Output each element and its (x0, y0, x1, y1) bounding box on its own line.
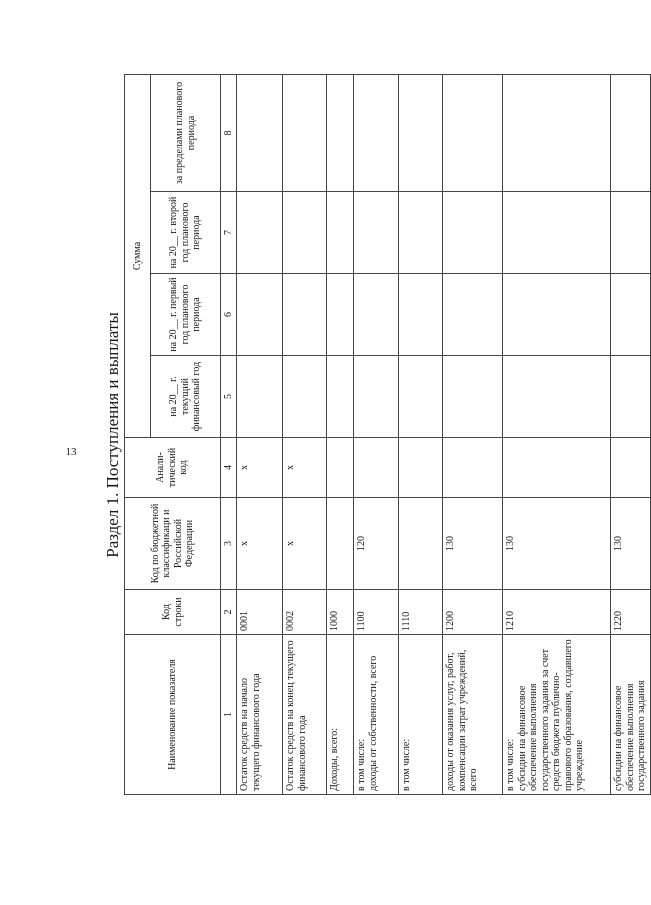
row-budget-code: 130 (611, 498, 651, 590)
amount-cell (399, 356, 443, 438)
table-row (503, 74, 611, 794)
amount-cell (327, 74, 354, 191)
row-indicator-name: Остаток средств на конец текущего финансового года (283, 635, 327, 795)
row-analytical-code: x (283, 438, 327, 498)
amount-cell (283, 192, 327, 274)
row-budget-code: x (283, 498, 327, 590)
row-indicator-name: в том числе: субсидии на финансовое обеспечение выполнения государственного задания за счет средств бюджета публично-правового образования, создавшего учреждение (503, 635, 611, 795)
row-line-code: 1000 (327, 590, 354, 635)
row-budget-code: x (237, 498, 283, 590)
amount-cell (354, 192, 399, 274)
table-row (611, 74, 651, 794)
amount-cell (283, 274, 327, 356)
amount-cell (503, 356, 611, 438)
amount-cell (327, 192, 354, 274)
column-number: 4 (221, 438, 237, 498)
header-analytical-code: Анали-тический код (125, 438, 221, 498)
header-second-planning-year: на 20__ г. второй год планового периода (151, 192, 221, 274)
column-number-row (221, 74, 237, 794)
amount-cell (503, 74, 611, 191)
header-line-code: Код строки (125, 590, 221, 635)
amount-cell (399, 74, 443, 191)
amount-cell (611, 356, 651, 438)
amount-cell (503, 274, 611, 356)
header-row-1 (125, 74, 151, 794)
amount-cell (399, 274, 443, 356)
amount-cell (611, 274, 651, 356)
row-indicator-name: Остаток средств на начало текущего финансового года (237, 635, 283, 795)
row-indicator-name: в том числе: доходы от собственности, всего (354, 635, 399, 795)
column-number: 8 (221, 74, 237, 191)
row-analytical-code (503, 438, 611, 498)
column-number: 2 (221, 590, 237, 635)
column-number: 1 (221, 635, 237, 795)
table-row (327, 74, 354, 794)
amount-cell (327, 356, 354, 438)
row-budget-code: 130 (443, 498, 503, 590)
row-indicator-name: Доходы, всего: (327, 635, 354, 795)
column-number: 3 (221, 498, 237, 590)
column-number: 6 (221, 274, 237, 356)
amount-cell (327, 274, 354, 356)
table-row (283, 74, 327, 794)
row-budget-code: 130 (503, 498, 611, 590)
table-row (354, 74, 399, 794)
row-line-code: 1200 (443, 590, 503, 635)
amount-cell (283, 74, 327, 191)
row-analytical-code (611, 438, 651, 498)
amount-cell (443, 74, 503, 191)
amount-cell (237, 274, 283, 356)
amount-cell (354, 356, 399, 438)
row-budget-code: 120 (354, 498, 399, 590)
row-analytical-code (443, 438, 503, 498)
receipts-payments-table (124, 74, 651, 795)
column-number: 5 (221, 356, 237, 438)
row-line-code: 1220 (611, 590, 651, 635)
amount-cell (237, 356, 283, 438)
page-number: 13 (65, 446, 77, 458)
header-current-year: на 20__ г. текущий финансовый год (151, 356, 221, 438)
rotated-page-content (100, 75, 647, 795)
amount-cell (283, 356, 327, 438)
row-analytical-code (399, 438, 443, 498)
amount-cell (611, 192, 651, 274)
amount-cell (237, 74, 283, 191)
row-analytical-code: x (237, 438, 283, 498)
row-indicator-name: доходы от оказания услуг, работ, компенсации затрат учреждений, всего (443, 635, 503, 795)
amount-cell (237, 192, 283, 274)
row-indicator-name: в том числе: (399, 635, 443, 795)
header-indicator-name: Наименование показателя (125, 635, 221, 795)
table-row (399, 74, 443, 794)
amount-cell (503, 192, 611, 274)
amount-cell (443, 274, 503, 356)
row-line-code: 0002 (283, 590, 327, 635)
row-line-code: 0001 (237, 590, 283, 635)
section-title: Раздел 1. Поступления и выплаты (103, 312, 122, 558)
table-row (237, 74, 283, 794)
row-indicator-name: субсидии на финансовое обеспечение выполнения государственного задания (611, 635, 651, 795)
row-line-code: 1100 (354, 590, 399, 635)
header-beyond-planning: за пределами планового периода (151, 74, 221, 191)
header-first-planning-year: на 20__ г. первый год планового периода (151, 274, 221, 356)
row-analytical-code (354, 438, 399, 498)
row-line-code: 1210 (503, 590, 611, 635)
row-analytical-code (327, 438, 354, 498)
row-budget-code (399, 498, 443, 590)
amount-cell (443, 356, 503, 438)
header-budget-classification-code: Код по бюджетной классификаци и Российской Федерации (125, 498, 221, 590)
header-amount: Сумма (125, 74, 151, 437)
amount-cell (354, 274, 399, 356)
amount-cell (443, 192, 503, 274)
row-budget-code (327, 498, 354, 590)
row-line-code: 1110 (399, 590, 443, 635)
amount-cell (611, 74, 651, 191)
column-number: 7 (221, 192, 237, 274)
table-row (443, 74, 503, 794)
amount-cell (399, 192, 443, 274)
amount-cell (354, 74, 399, 191)
